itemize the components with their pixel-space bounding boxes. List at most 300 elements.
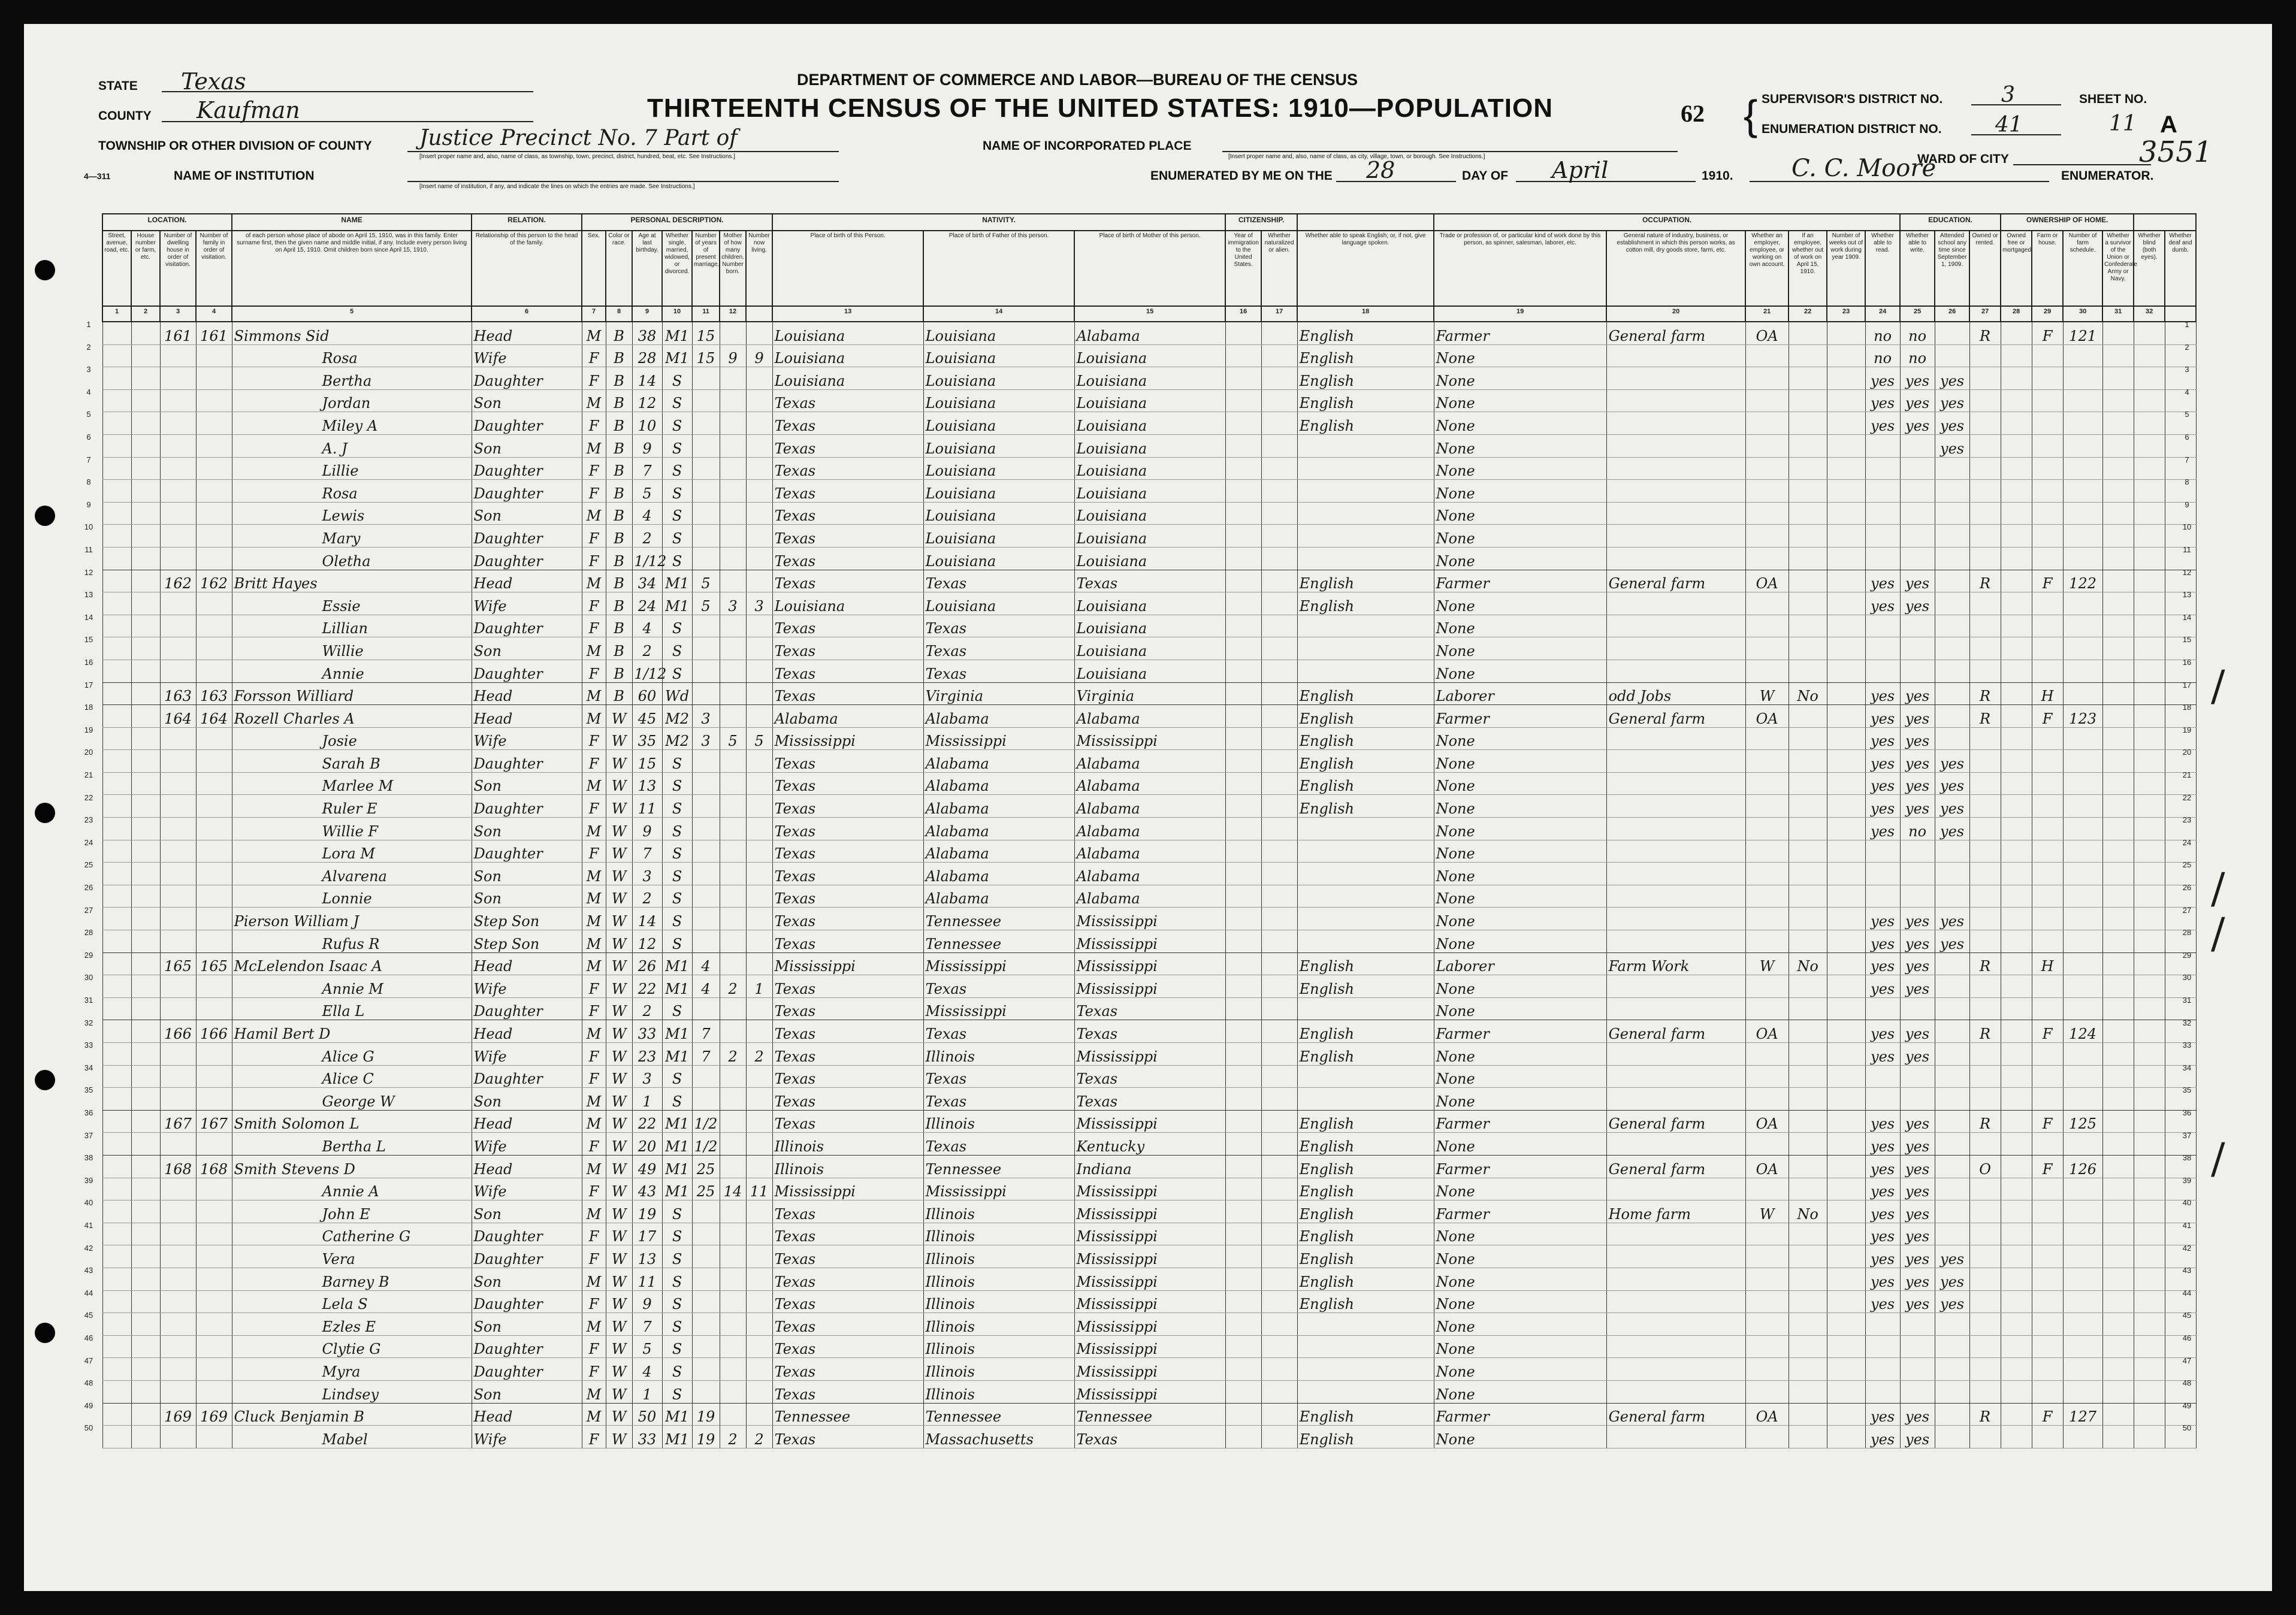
cell-living [746, 863, 772, 885]
cell-trade: None [1434, 434, 1606, 457]
cell-empty [2134, 615, 2165, 637]
cell-sex: M [582, 952, 606, 975]
cell-living [746, 570, 772, 592]
cell-living [746, 1020, 772, 1043]
cell-race: B [606, 434, 632, 457]
line-number: 35 [84, 1085, 93, 1095]
cell-fam [196, 1133, 232, 1156]
cell-age: 2 [632, 637, 662, 660]
cell-yrs [692, 863, 720, 885]
cell-yrs [692, 772, 720, 795]
cell-read [1865, 1088, 1900, 1111]
cell-oa [1789, 322, 1827, 344]
cell-sched [2063, 1290, 2102, 1313]
cell-empty [131, 930, 160, 953]
column-header: General nature of industry, business, or establishment in which this person works, as cotton mill, dry goods store, farm, etc. [1606, 231, 1745, 306]
cell-trade: None [1434, 908, 1606, 930]
cell-read: yes [1865, 1403, 1900, 1426]
cell-empty [2134, 344, 2165, 367]
cell-empty [2001, 1110, 2032, 1133]
cell-emp [1745, 885, 1789, 908]
cell-empty [131, 997, 160, 1020]
cell-pob: Texas [772, 1313, 923, 1336]
cell-born [720, 1110, 746, 1133]
cell-dw [160, 863, 196, 885]
cell-read: yes [1865, 570, 1900, 592]
cell-fam [196, 547, 232, 570]
cell-eng: English [1297, 727, 1434, 750]
cell-dw [160, 457, 196, 480]
cell-empty [2134, 840, 2165, 863]
group-nativity: NATIVITY. [772, 214, 1225, 231]
cell-pob: Texas [772, 660, 923, 682]
cell-pobf: Alabama [923, 750, 1074, 773]
line-number: 33 [84, 1041, 93, 1050]
line-number: 28 [2182, 928, 2192, 937]
cell-empty [131, 592, 160, 615]
cell-trade: None [1434, 795, 1606, 818]
cell-emp: OA [1745, 1020, 1789, 1043]
cell-sex: F [582, 367, 606, 390]
cell-race: W [606, 1426, 632, 1448]
cell-mar: M1 [662, 322, 692, 344]
cell-farm [2032, 840, 2063, 863]
column-number: 16 [1225, 306, 1261, 322]
cell-own [1969, 818, 2001, 840]
cell-dw [160, 660, 196, 682]
cell-pob: Louisiana [772, 367, 923, 390]
cell-living [746, 502, 772, 525]
cell-trade: Laborer [1434, 952, 1606, 975]
column-number: 27 [1969, 306, 2001, 322]
township-line [407, 151, 839, 152]
cell-farm: H [2032, 682, 2063, 705]
cell-empty [1827, 1043, 1865, 1066]
table-row [102, 637, 2196, 660]
cell-empty [1827, 1245, 1865, 1268]
cell-farm: F [2032, 1020, 2063, 1043]
cell-dw [160, 1133, 196, 1156]
cell-ind: General farm [1606, 322, 1745, 344]
cell-name: Lillian [232, 615, 472, 637]
census-table [102, 213, 2197, 1448]
cell-empty [2001, 682, 2032, 705]
cell-fam [196, 389, 232, 412]
cell-write [1900, 660, 1935, 682]
cell-sch [1935, 863, 1969, 885]
cell-empty [1827, 367, 1865, 390]
cell-age: 60 [632, 682, 662, 705]
cell-sex: F [582, 1065, 606, 1088]
line-number: 46 [2182, 1333, 2192, 1342]
table-row [102, 863, 2196, 885]
column-number: 15 [1074, 306, 1225, 322]
cell-read [1865, 502, 1900, 525]
cell-yrs [692, 930, 720, 953]
cell-dw: 166 [160, 1020, 196, 1043]
cell-write [1900, 525, 1935, 548]
cell-ind [1606, 795, 1745, 818]
cell-eng [1297, 930, 1434, 953]
cell-sched [2063, 434, 2102, 457]
cell-write: yes [1900, 1043, 1935, 1066]
cell-ind [1606, 434, 1745, 457]
cell-age: 45 [632, 705, 662, 728]
cell-pobm: Louisiana [1074, 525, 1225, 548]
cell-empty [2134, 1110, 2165, 1133]
cell-empty [131, 727, 160, 750]
cell-trade: Farmer [1434, 1155, 1606, 1178]
cell-rel: Head [472, 1110, 582, 1133]
cell-emp [1745, 1088, 1789, 1111]
cell-empty [2001, 908, 2032, 930]
cell-sch [1935, 705, 1969, 728]
cell-yrs [692, 908, 720, 930]
cell-oa [1789, 1245, 1827, 1268]
cell-empty [102, 1403, 131, 1426]
cell-empty [1827, 975, 1865, 998]
cell-empty [131, 1043, 160, 1066]
cell-pobf: Texas [923, 637, 1074, 660]
cell-empty [102, 502, 131, 525]
cell-empty [131, 1245, 160, 1268]
line-number: 43 [84, 1266, 93, 1275]
cell-sex: M [582, 863, 606, 885]
cell-race: W [606, 863, 632, 885]
cell-sex: F [582, 457, 606, 480]
cell-born [720, 660, 746, 682]
cell-empty [1261, 502, 1297, 525]
cell-ind [1606, 344, 1745, 367]
line-number: 35 [2182, 1085, 2192, 1095]
cell-born [720, 885, 746, 908]
cell-empty [2102, 570, 2134, 592]
cell-pobf: Louisiana [923, 525, 1074, 548]
cell-write [1900, 885, 1935, 908]
cell-empty [102, 930, 131, 953]
cell-pob: Texas [772, 525, 923, 548]
cell-ind [1606, 660, 1745, 682]
department-heading: DEPARTMENT OF COMMERCE AND LABOR—BUREAU OF THE CENSUS [797, 71, 1358, 89]
cell-read: yes [1865, 908, 1900, 930]
cell-pob: Texas [772, 1043, 923, 1066]
cell-living [746, 885, 772, 908]
cell-emp: OA [1745, 1403, 1789, 1426]
cell-empty [2102, 1268, 2134, 1290]
cell-write: yes [1900, 1133, 1935, 1156]
form-code: 4—311 [84, 171, 111, 181]
cell-pobm: Alabama [1074, 840, 1225, 863]
cell-dw [160, 1245, 196, 1268]
line-number: 27 [84, 905, 93, 915]
cell-age: 4 [632, 615, 662, 637]
cell-pob: Texas [772, 434, 923, 457]
cell-empty [2102, 1110, 2134, 1133]
cell-emp [1745, 818, 1789, 840]
cell-rel: Son [472, 1200, 582, 1223]
cell-farm [2032, 1268, 2063, 1290]
cell-empty [102, 1178, 131, 1200]
cell-dw [160, 1335, 196, 1358]
line-number: 11 [84, 545, 93, 554]
cell-sex: F [582, 975, 606, 998]
cell-own [1969, 997, 2001, 1020]
cell-eng: English [1297, 1043, 1434, 1066]
cell-oa [1789, 344, 1827, 367]
line-number: 45 [84, 1311, 93, 1320]
table-row [102, 1178, 2196, 1200]
cell-fam [196, 750, 232, 773]
cell-living [746, 1088, 772, 1111]
cell-fam [196, 434, 232, 457]
cell-empty [1225, 818, 1261, 840]
cell-name: Josie [232, 727, 472, 750]
table-row [102, 344, 2196, 367]
cell-dw [160, 480, 196, 503]
cell-sched [2063, 863, 2102, 885]
cell-rel: Wife [472, 1043, 582, 1066]
cell-name: Lonnie [232, 885, 472, 908]
cell-pobf: Illinois [923, 1335, 1074, 1358]
cell-name: Smith Solomon L [232, 1110, 472, 1133]
cell-fam [196, 908, 232, 930]
cell-oa [1789, 1313, 1827, 1336]
cell-pobm: Louisiana [1074, 344, 1225, 367]
cell-name: Hamil Bert D [232, 1020, 472, 1043]
cell-name: Rozell Charles A [232, 705, 472, 728]
cell-empty [1225, 660, 1261, 682]
cell-pobm: Louisiana [1074, 457, 1225, 480]
cell-pob: Illinois [772, 1133, 923, 1156]
cell-write: yes [1900, 389, 1935, 412]
cell-born [720, 412, 746, 435]
cell-empty [2001, 1133, 2032, 1156]
column-header: Attended school any time since September 1, 1909. [1935, 231, 1969, 306]
cell-age: 14 [632, 908, 662, 930]
cell-sex: M [582, 772, 606, 795]
cell-read: yes [1865, 750, 1900, 773]
line-number: 40 [2182, 1198, 2192, 1208]
cell-empty [1225, 863, 1261, 885]
cell-born [720, 863, 746, 885]
cell-empty [131, 570, 160, 592]
line-number: 27 [2182, 905, 2192, 915]
table-row [102, 1380, 2196, 1403]
cell-sched [2063, 367, 2102, 390]
cell-write: yes [1900, 1426, 1935, 1448]
table-row [102, 1290, 2196, 1313]
cell-sched [2063, 952, 2102, 975]
line-number: 4 [2185, 387, 2189, 397]
cell-emp [1745, 1358, 1789, 1381]
cell-dw [160, 1178, 196, 1200]
cell-empty [102, 480, 131, 503]
cell-write: yes [1900, 727, 1935, 750]
line-number: 7 [86, 455, 91, 464]
brace: { [1744, 92, 1758, 138]
cell-trade: None [1434, 1223, 1606, 1245]
cell-read: yes [1865, 367, 1900, 390]
cell-pobm: Louisiana [1074, 637, 1225, 660]
cell-fam: 168 [196, 1155, 232, 1178]
cell-empty [1225, 705, 1261, 728]
cell-empty [102, 1200, 131, 1223]
cell-write: yes [1900, 412, 1935, 435]
cell-farm [2032, 727, 2063, 750]
county-label: COUNTY [98, 109, 152, 123]
column-number: 12 [720, 306, 746, 322]
cell-mar: S [662, 818, 692, 840]
cell-empty [131, 1358, 160, 1381]
cell-living [746, 480, 772, 503]
cell-fam [196, 480, 232, 503]
cell-name: Willie [232, 637, 472, 660]
cell-empty [1261, 975, 1297, 998]
cell-yrs [692, 502, 720, 525]
cell-own [1969, 750, 2001, 773]
cell-empty [131, 818, 160, 840]
cell-empty [1225, 1313, 1261, 1336]
cell-empty [131, 1178, 160, 1200]
cell-sex: F [582, 480, 606, 503]
cell-pob: Texas [772, 1358, 923, 1381]
cell-pobf: Illinois [923, 1043, 1074, 1066]
cell-rel: Daughter [472, 1245, 582, 1268]
cell-empty [2102, 840, 2134, 863]
table-row [102, 1155, 2196, 1178]
cell-sch: yes [1935, 930, 1969, 953]
cell-eng: English [1297, 570, 1434, 592]
cell-oa [1789, 1088, 1827, 1111]
cell-name: Alice C [232, 1065, 472, 1088]
line-number: 8 [2185, 477, 2189, 487]
line-number: 34 [84, 1063, 93, 1072]
cell-born [720, 1245, 746, 1268]
cell-empty [1827, 1200, 1865, 1223]
cell-sch: yes [1935, 750, 1969, 773]
cell-sch: yes [1935, 1268, 1969, 1290]
cell-ind [1606, 930, 1745, 953]
cell-born: 2 [720, 1043, 746, 1066]
cell-sched [2063, 547, 2102, 570]
cell-pobf: Illinois [923, 1380, 1074, 1403]
cell-ind [1606, 1043, 1745, 1066]
cell-eng: English [1297, 1426, 1434, 1448]
cell-sex: M [582, 1313, 606, 1336]
cell-pobf: Massachusetts [923, 1426, 1074, 1448]
cell-empty [2102, 344, 2134, 367]
cell-age: 9 [632, 1290, 662, 1313]
cell-eng [1297, 885, 1434, 908]
cell-born [720, 1358, 746, 1381]
cell-born [720, 952, 746, 975]
cell-write: yes [1900, 1155, 1935, 1178]
cell-farm [2032, 1290, 2063, 1313]
cell-sch: yes [1935, 908, 1969, 930]
cell-rel: Daughter [472, 1335, 582, 1358]
cell-empty [2134, 389, 2165, 412]
cell-oa [1789, 1268, 1827, 1290]
cell-sex: M [582, 705, 606, 728]
column-header-row [102, 231, 2196, 306]
column-header: Farm or house. [2032, 231, 2063, 306]
cell-own [1969, 389, 2001, 412]
line-number: 3 [2185, 365, 2189, 374]
cell-empty [102, 750, 131, 773]
column-number: 28 [2001, 306, 2032, 322]
cell-pob: Texas [772, 750, 923, 773]
cell-empty [2001, 412, 2032, 435]
cell-pob: Texas [772, 1065, 923, 1088]
cell-eng: English [1297, 322, 1434, 344]
cell-empty [1827, 705, 1865, 728]
cell-fam [196, 863, 232, 885]
cell-farm [2032, 997, 2063, 1020]
cell-oa [1789, 570, 1827, 592]
cell-empty [1261, 570, 1297, 592]
cell-empty [131, 1088, 160, 1111]
cell-pob: Texas [772, 389, 923, 412]
cell-dw [160, 502, 196, 525]
cell-emp [1745, 1178, 1789, 1200]
cell-yrs [692, 547, 720, 570]
cell-empty [2001, 930, 2032, 953]
check-mark: / [2211, 661, 2225, 710]
cell-pobm: Mississippi [1074, 952, 1225, 975]
cell-empty [1261, 1065, 1297, 1088]
cell-living: 5 [746, 727, 772, 750]
cell-name: Rosa [232, 344, 472, 367]
cell-oa [1789, 547, 1827, 570]
cell-fam: 163 [196, 682, 232, 705]
cell-born: 9 [720, 344, 746, 367]
cell-name: Mabel [232, 1426, 472, 1448]
cell-write: yes [1900, 367, 1935, 390]
cell-oa [1789, 818, 1827, 840]
cell-yrs: 7 [692, 1020, 720, 1043]
cell-sched: 121 [2063, 322, 2102, 344]
column-number: 17 [1261, 306, 1297, 322]
cell-empty [2134, 1088, 2165, 1111]
table-row [102, 592, 2196, 615]
cell-empty [1261, 1223, 1297, 1245]
cell-race: B [606, 615, 632, 637]
cell-fam [196, 727, 232, 750]
column-header: Whether single, married, widowed, or divorced. [662, 231, 692, 306]
cell-pob: Alabama [772, 705, 923, 728]
cell-empty [2001, 1178, 2032, 1200]
cell-fam [196, 412, 232, 435]
cell-empty [2134, 997, 2165, 1020]
line-number: 31 [2182, 996, 2192, 1005]
cell-empty [131, 1155, 160, 1178]
line-number: 16 [2182, 658, 2192, 667]
county-value: Kaufman [197, 97, 300, 123]
cell-dw [160, 1358, 196, 1381]
cell-eng [1297, 1358, 1434, 1381]
cell-rel: Wife [472, 592, 582, 615]
cell-farm [2032, 637, 2063, 660]
cell-pob: Texas [772, 412, 923, 435]
cell-emp [1745, 615, 1789, 637]
cell-empty [1827, 480, 1865, 503]
cell-name: Lewis [232, 502, 472, 525]
cell-name: Alvarena [232, 863, 472, 885]
cell-oa [1789, 930, 1827, 953]
cell-sched [2063, 1358, 2102, 1381]
cell-empty [131, 1290, 160, 1313]
cell-born [720, 389, 746, 412]
